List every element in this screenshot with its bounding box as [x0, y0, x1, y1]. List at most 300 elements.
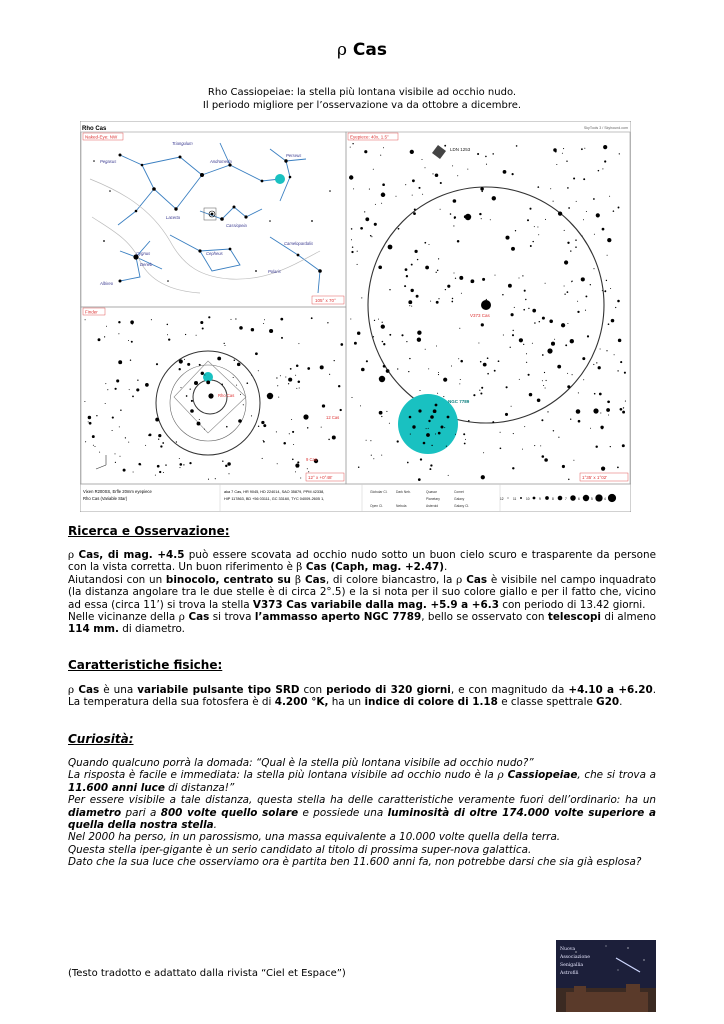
background-star	[443, 396, 444, 397]
background-star	[410, 150, 414, 154]
background-star	[457, 175, 458, 176]
v373-cas-star	[481, 300, 491, 310]
background-star	[481, 191, 483, 193]
svg-text:Polaris: Polaris	[268, 269, 281, 274]
background-star	[281, 337, 283, 339]
background-star	[295, 464, 299, 468]
background-star	[408, 300, 412, 304]
background-star	[438, 374, 439, 375]
svg-text:Lacerta: Lacerta	[166, 215, 180, 220]
background-star	[593, 198, 595, 200]
background-star	[351, 397, 352, 398]
background-star	[600, 349, 601, 350]
background-star	[444, 427, 445, 428]
background-star	[120, 456, 121, 457]
background-star	[179, 467, 180, 468]
background-star	[599, 393, 602, 396]
logo-line-1: Nuova	[560, 947, 576, 952]
background-star	[357, 331, 360, 334]
background-star	[373, 336, 374, 337]
background-star	[199, 419, 200, 420]
background-star	[594, 393, 596, 395]
background-star	[196, 335, 197, 336]
background-star	[239, 326, 243, 330]
background-star	[508, 284, 512, 288]
background-star	[217, 357, 221, 361]
background-star	[263, 323, 264, 324]
background-star	[383, 147, 384, 148]
svg-text:LDN 1253: LDN 1253	[450, 147, 471, 152]
background-star	[292, 431, 294, 433]
background-star	[155, 475, 156, 476]
background-star	[378, 265, 382, 269]
magnitude-dot	[595, 494, 602, 501]
background-star	[285, 376, 286, 377]
background-star	[486, 164, 487, 165]
background-star	[263, 424, 266, 427]
background-star	[477, 153, 479, 155]
background-star	[99, 452, 100, 453]
background-star	[438, 298, 439, 299]
background-star	[451, 365, 452, 366]
background-star	[581, 277, 585, 281]
background-star	[512, 173, 514, 175]
background-star	[624, 372, 626, 374]
background-star	[351, 228, 353, 230]
background-star	[545, 387, 546, 388]
background-star	[453, 199, 457, 203]
background-star	[570, 339, 574, 343]
background-star	[406, 275, 408, 277]
background-star	[151, 319, 152, 320]
background-star	[608, 414, 609, 415]
background-star	[190, 388, 191, 389]
background-star	[88, 416, 91, 419]
background-star	[295, 375, 296, 376]
title-text: Cas	[352, 40, 387, 60]
background-star	[529, 208, 531, 210]
background-star	[492, 421, 494, 423]
background-star	[455, 278, 456, 279]
background-star	[258, 370, 259, 371]
background-star	[464, 443, 466, 445]
background-star	[373, 169, 374, 170]
svg-text:Nebula: Nebula	[396, 504, 407, 508]
background-star	[568, 479, 569, 480]
background-star	[479, 213, 481, 215]
background-star	[382, 341, 384, 343]
background-star	[408, 371, 409, 372]
background-star	[586, 211, 587, 212]
background-star	[332, 436, 336, 440]
background-star	[224, 343, 225, 344]
background-star	[485, 156, 487, 158]
background-star	[590, 428, 591, 429]
background-star	[511, 313, 514, 316]
background-star	[445, 289, 446, 290]
background-star	[288, 383, 289, 384]
background-star	[208, 316, 210, 318]
background-star	[542, 380, 543, 381]
background-star	[179, 458, 180, 459]
background-star	[360, 405, 361, 406]
background-star	[428, 244, 429, 245]
background-star	[327, 322, 328, 323]
background-star	[460, 379, 461, 380]
background-star	[158, 439, 159, 440]
background-star	[610, 446, 611, 447]
background-star	[587, 335, 589, 337]
background-star	[128, 442, 129, 443]
background-star	[397, 368, 398, 369]
rho-symbol: ρ	[337, 40, 347, 60]
background-star	[389, 289, 390, 290]
background-star	[619, 153, 620, 154]
svg-text:Comet: Comet	[454, 490, 464, 494]
background-star	[558, 437, 559, 438]
background-star	[411, 289, 414, 292]
star-chart	[80, 121, 631, 512]
background-star	[383, 365, 386, 368]
background-star	[298, 380, 301, 383]
background-star	[296, 365, 299, 368]
background-star	[350, 319, 351, 320]
background-star	[567, 291, 569, 293]
background-star	[461, 293, 462, 294]
background-star	[183, 464, 184, 465]
background-star	[438, 258, 439, 259]
magnitude-label: 4	[604, 497, 606, 501]
svg-text:Cepheus: Cepheus	[206, 251, 223, 256]
background-star	[180, 387, 181, 388]
background-star	[513, 330, 514, 331]
background-star	[544, 372, 545, 373]
background-star	[583, 379, 584, 380]
background-star	[596, 213, 600, 217]
background-star	[480, 361, 482, 363]
background-star	[426, 428, 427, 429]
background-star	[537, 227, 538, 228]
background-star	[605, 290, 606, 291]
background-star	[602, 168, 603, 169]
background-star	[448, 475, 449, 476]
svg-text:Galaxy Cl.: Galaxy Cl.	[454, 504, 470, 508]
background-star	[278, 397, 279, 398]
svg-text:Triangulum: Triangulum	[172, 141, 193, 146]
background-star	[593, 364, 594, 365]
background-star	[289, 433, 290, 434]
background-star	[506, 386, 508, 388]
background-star	[430, 464, 432, 466]
background-star	[500, 432, 501, 433]
background-star	[88, 421, 89, 422]
background-star	[603, 145, 607, 149]
background-star	[455, 434, 456, 435]
background-star	[119, 426, 120, 427]
background-star	[298, 343, 299, 344]
background-star	[340, 343, 343, 346]
background-star	[562, 153, 563, 154]
background-star	[381, 455, 382, 456]
finder-label: Finder	[85, 309, 98, 315]
magnitude-label: 10	[526, 497, 530, 501]
background-star	[537, 399, 541, 403]
background-star	[85, 441, 86, 442]
curiosita-line-1: Quando qualcuno porrà la domada: “Qual è la stella più lontana visibile ad occhio nudo?”	[68, 757, 534, 769]
background-star	[366, 360, 368, 362]
background-star	[459, 328, 460, 329]
background-star	[538, 234, 539, 235]
footer-left-line-1: Vixen R200SS, Erfle 20mm eyepiece	[83, 489, 152, 494]
background-star	[277, 385, 278, 386]
background-star	[617, 467, 619, 469]
background-star	[328, 439, 330, 441]
svg-text:12 Cas: 12 Cas	[326, 415, 340, 420]
background-star	[575, 246, 577, 248]
background-star	[600, 412, 601, 413]
background-star	[225, 465, 227, 467]
background-star	[459, 383, 460, 384]
background-star	[450, 213, 452, 215]
background-star	[567, 187, 569, 189]
background-star	[532, 343, 533, 344]
background-star	[252, 329, 254, 331]
background-star	[464, 215, 467, 218]
background-star	[162, 442, 164, 444]
magnitude-dot	[520, 497, 522, 499]
page-title	[0, 40, 724, 60]
svg-text:Open Cl.: Open Cl.	[370, 504, 384, 508]
background-star	[112, 417, 114, 419]
ricerca-p1: ρ Cas, di mag. +4.5 può essere scovata ad occhio nudo sotto un buon cielo scuro e trasparente da persone con la vista corretta. Un buon riferimento è β Cas (Caph, mag. +2.47).	[68, 549, 656, 574]
background-star	[375, 204, 376, 205]
background-star	[258, 426, 259, 427]
svg-text:NGC 7789: NGC 7789	[448, 399, 470, 404]
background-star	[527, 219, 529, 221]
background-star	[428, 368, 429, 369]
background-star	[380, 155, 381, 156]
background-star	[479, 390, 480, 391]
background-star	[481, 387, 483, 389]
svg-text:Asteroid: Asteroid	[426, 504, 439, 508]
background-star	[528, 374, 530, 376]
background-star	[514, 307, 515, 308]
background-star	[352, 143, 353, 144]
background-star	[558, 211, 562, 215]
naked-eye-label: Naked-Eye: NW	[85, 134, 118, 140]
background-star	[263, 441, 265, 443]
background-star	[433, 409, 437, 413]
background-star	[525, 299, 526, 300]
background-star	[225, 345, 226, 346]
background-star	[604, 160, 606, 162]
background-star	[478, 343, 479, 344]
background-star	[290, 368, 292, 370]
background-star	[573, 460, 574, 461]
ricerca-p2: Aiutandosi con un binocolo, centrato su β Cas, di colore biancastro, la ρ Cas è visibile nel campo inquadrato (la distanza angolare tra le due stelle è di circa 2°.5) e la si nota per il suo colore giallo e per il fatto che, vicino ad essa (circa 11’) si trova la stella V373 Cas variabile dalla mag. +5.9 a +6.3 con periodo di 13.42 giorni.	[68, 573, 656, 611]
background-star	[255, 352, 258, 355]
background-star	[511, 406, 512, 407]
background-star	[625, 401, 626, 402]
background-star	[404, 285, 406, 287]
background-star	[160, 445, 162, 447]
background-star	[370, 440, 371, 441]
background-star	[158, 434, 161, 437]
background-star	[526, 362, 527, 363]
background-star	[221, 384, 223, 386]
background-star	[115, 453, 116, 454]
background-star	[179, 359, 183, 363]
background-star	[299, 387, 300, 388]
background-star	[419, 390, 420, 391]
background-star	[424, 242, 426, 244]
background-star	[622, 444, 625, 447]
background-star	[594, 234, 595, 235]
svg-text:V373 Cas: V373 Cas	[470, 313, 490, 318]
background-star	[422, 194, 423, 195]
background-star	[523, 309, 525, 311]
background-star	[280, 318, 283, 321]
background-star	[416, 295, 419, 298]
background-star	[446, 446, 447, 447]
background-star	[607, 400, 610, 403]
background-star	[123, 469, 126, 472]
background-star	[373, 458, 374, 459]
background-star	[137, 380, 138, 381]
background-star	[567, 385, 570, 388]
background-star	[557, 365, 561, 369]
curiosita-line-3: Per essere visibile a tale distanza, questa stella ha delle caratteristiche veramente fuori dell’ordinario: ha un diametro pari a 800 volte quello solare e possiede una luminosità di oltre 174.000 volte superiore a quella della nostra stella.	[68, 794, 656, 832]
background-star	[519, 338, 523, 342]
svg-text:Cygnus: Cygnus	[136, 251, 151, 256]
background-star	[201, 372, 204, 375]
eyepiece-fov: 1°35' x 1°02'	[582, 475, 608, 480]
magnitude-dot	[583, 495, 589, 501]
background-star	[539, 321, 540, 322]
background-star	[606, 408, 610, 412]
background-star	[438, 372, 439, 373]
background-star	[371, 455, 372, 456]
background-star	[115, 462, 116, 463]
background-star	[576, 409, 581, 414]
svg-text:Globular Cl.: Globular Cl.	[370, 490, 388, 494]
background-star	[601, 467, 605, 471]
background-star	[567, 373, 568, 374]
background-star	[534, 445, 535, 446]
background-star	[582, 357, 585, 360]
background-star	[615, 307, 616, 308]
background-star	[176, 441, 177, 442]
background-star	[467, 169, 468, 170]
background-star	[584, 148, 585, 149]
background-star	[116, 379, 119, 382]
background-star	[502, 294, 503, 295]
background-star	[145, 383, 149, 387]
background-star	[534, 226, 535, 227]
background-star	[413, 212, 416, 215]
footer-left-line-2: Rho Cas (Variable Star)	[83, 496, 128, 501]
background-star	[524, 426, 525, 427]
svg-text:Cassiopeia: Cassiopeia	[226, 223, 247, 228]
magnitude-dot	[508, 498, 509, 499]
background-star	[411, 306, 412, 307]
background-star	[395, 196, 396, 197]
background-star	[340, 409, 342, 411]
background-star	[277, 463, 278, 464]
background-star	[550, 188, 551, 189]
background-star	[288, 378, 292, 382]
background-star	[575, 239, 577, 241]
background-star	[583, 219, 584, 220]
finder-fov: 12° x +0°48'	[308, 475, 333, 480]
background-star	[379, 411, 383, 415]
background-star	[609, 196, 610, 197]
background-star	[204, 375, 205, 376]
background-star	[483, 363, 487, 367]
background-star	[481, 218, 482, 219]
curiosita-line-2: La risposta è facile e immediata: la stella più lontana visibile ad occhio nudo è la ρ Cassiopeiae, che si trova a 11.600 anni luce di distanza!”	[68, 769, 656, 794]
background-star	[425, 266, 429, 270]
background-star	[382, 183, 385, 186]
background-star	[308, 471, 309, 472]
background-star	[454, 273, 455, 274]
background-star	[300, 477, 301, 478]
background-star	[185, 334, 186, 335]
background-star	[553, 430, 554, 431]
background-star	[618, 339, 622, 343]
background-star	[452, 298, 453, 299]
background-star	[410, 434, 411, 435]
background-star	[567, 242, 569, 244]
background-star	[572, 374, 573, 375]
background-star	[364, 150, 367, 153]
logo-line-3: Senigallia	[560, 963, 584, 968]
background-star	[107, 389, 108, 390]
background-star	[565, 344, 567, 346]
background-star	[481, 323, 484, 326]
background-star	[98, 338, 101, 341]
svg-text:Albireo: Albireo	[100, 281, 114, 286]
background-star	[546, 380, 547, 381]
background-star	[235, 318, 236, 319]
background-star	[512, 467, 514, 469]
background-star	[428, 420, 430, 422]
background-star	[537, 186, 539, 188]
background-star	[184, 359, 185, 360]
background-star	[180, 463, 183, 466]
background-star	[269, 329, 273, 333]
background-star	[513, 433, 514, 434]
background-star	[543, 385, 544, 386]
background-star	[577, 301, 578, 302]
background-star	[457, 240, 460, 243]
background-star	[420, 458, 422, 460]
background-star	[554, 339, 555, 340]
background-star	[570, 419, 571, 420]
background-star	[505, 413, 508, 416]
naked-eye-fov: 105° x 70°	[315, 298, 336, 303]
background-star	[542, 317, 545, 320]
background-star	[233, 377, 234, 378]
background-star	[191, 400, 193, 402]
background-star	[276, 377, 277, 378]
background-star	[381, 193, 386, 198]
background-star	[386, 369, 390, 373]
background-star	[366, 440, 367, 441]
background-star	[383, 343, 385, 345]
logo-line-4: Astrofili	[560, 971, 579, 976]
background-star	[528, 308, 529, 309]
